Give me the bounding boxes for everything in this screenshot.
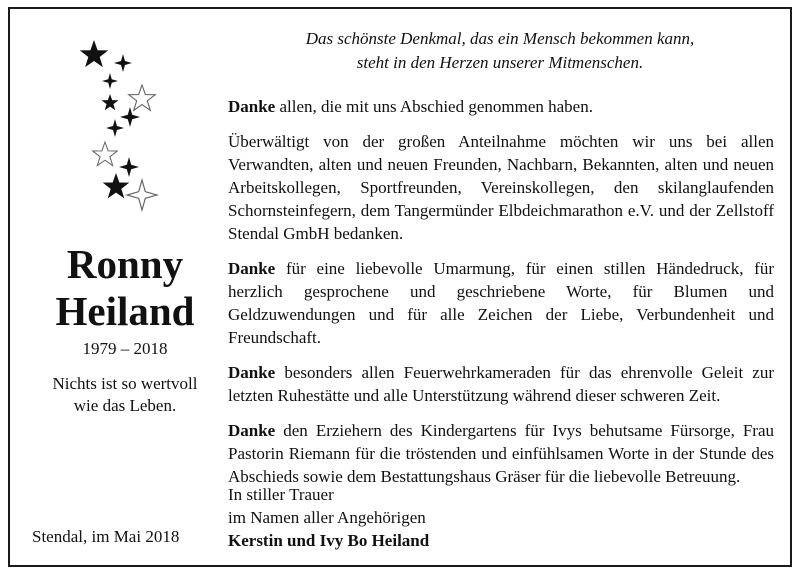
- stars-icon: [72, 37, 172, 217]
- signature-line-1: In stiller Trauer: [228, 485, 334, 504]
- signature-names: Kerstin und Ivy Bo Heiland: [228, 531, 430, 550]
- obituary-card: [8, 7, 792, 567]
- paragraph: [228, 95, 774, 118]
- saying-line-2: wie das Leben.: [73, 396, 177, 415]
- paragraph-lead: Danke: [228, 259, 276, 278]
- paragraph-body: für eine liebevolle Umarmung, für einen stillen Händedruck, für herzlich gesprochene und geschriebene Worte, für Blumen und Geldzuwendungen und für alle Zeichen der Liebe, Verbundenheit und Freundschaft.: [228, 259, 774, 347]
- place-date: Stendal, im Mai 2018: [32, 527, 180, 546]
- paragraph-lead: Danke: [228, 97, 276, 116]
- paragraph-body: den Erziehern des Kindergartens für Ivys behutsame Fürsorge, Frau Pastorin Riemann für die tröstenden und einfühlsamen Worte in der Stunde des Abschieds sowie dem Bestattungshaus Gräser für die liebevolle Betreuung.: [228, 421, 774, 486]
- motto-quote: [230, 27, 770, 75]
- paragraph-body: allen, die mit uns Abschied genommen haben.: [275, 97, 593, 116]
- paragraph: [228, 257, 774, 349]
- motto-line-1: Das schönste Denkmal, das ein Mensch bekommen kann,: [305, 29, 695, 48]
- signature: [228, 483, 628, 552]
- paragraph-lead: Danke: [228, 421, 276, 440]
- life-years: 1979 – 2018: [82, 339, 168, 358]
- deceased-name: [30, 241, 220, 335]
- paragraph-lead: Danke: [228, 363, 276, 382]
- motto-line-2: steht in den Herzen unserer Mitmenschen.: [356, 53, 644, 72]
- signature-line-2: im Namen aller Angehörigen: [228, 508, 426, 527]
- saying: [30, 373, 220, 417]
- last-name: Heiland: [55, 288, 195, 334]
- first-name: Ronny: [66, 241, 184, 287]
- paragraph: [228, 361, 774, 407]
- paragraph: [228, 130, 774, 245]
- saying-line-1: Nichts ist so wertvoll: [52, 374, 198, 393]
- paragraph: [228, 419, 774, 488]
- thanks-text: [228, 95, 774, 500]
- paragraph-body: besonders allen Feuerwehrkameraden für das ehrenvolle Geleit zur letzten Ruhestätte und alle Unterstützung während dieser schweren Zeit.: [228, 363, 774, 405]
- paragraph-body: Überwältigt von der großen Anteilnahme möchten wir uns bei allen Verwandten, alten und neuen Freunden, Nachbarn, Bekannten, alten und neuen Arbeitskollegen, Sportfreunden, Vereinskollegen, den skilanglaufenden Schornsteinfegern, dem Tangermünder Elbdeichmarathon e.V. und der Zellstoff Stendal GmbH bedanken.: [228, 132, 774, 243]
